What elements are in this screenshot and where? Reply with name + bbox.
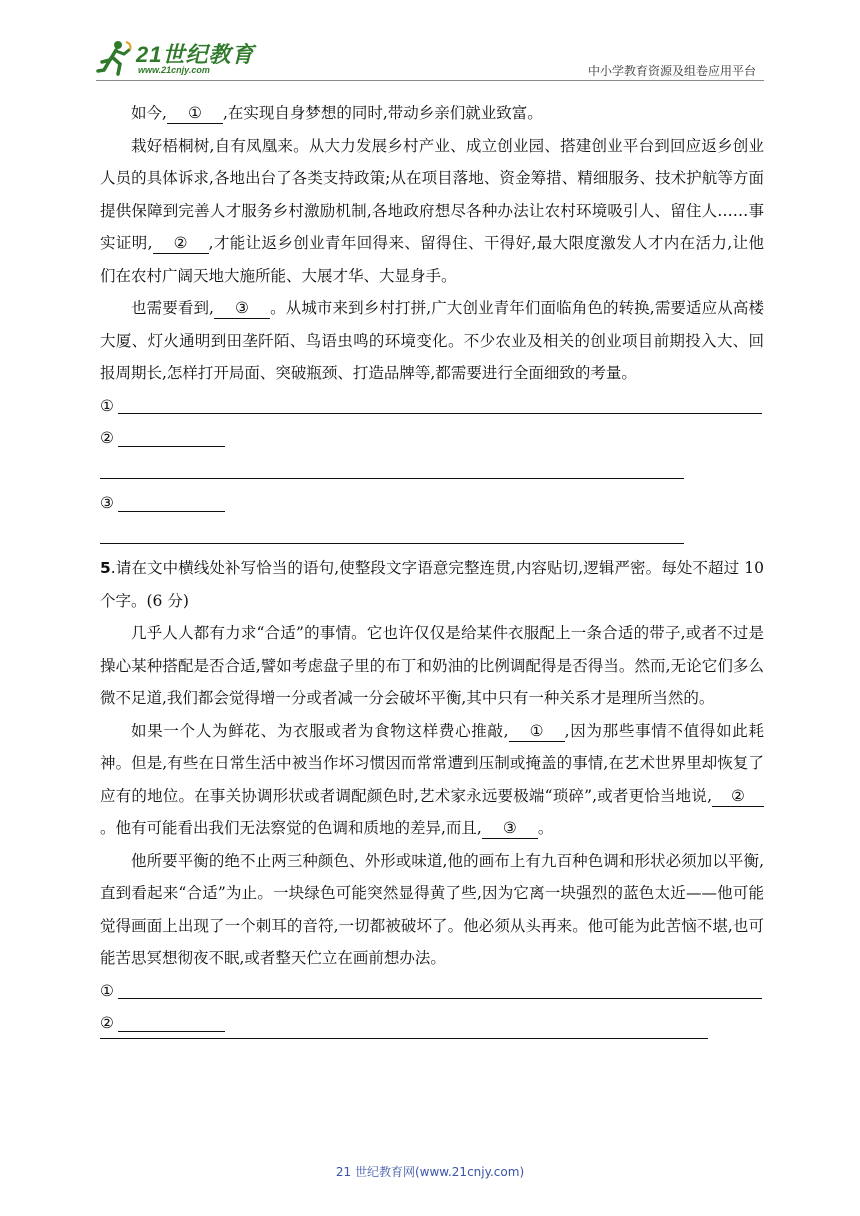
blank-1: ①: [167, 103, 223, 124]
question-number: 5: [100, 559, 111, 577]
platform-title: 中小学教育资源及组卷应用平台: [587, 64, 756, 78]
blank-3: ③: [214, 298, 270, 319]
q5-answer-line-1[interactable]: ①: [100, 975, 764, 1008]
q5-answer-line-2[interactable]: ②: [100, 1007, 764, 1040]
page-footer: 21 世纪教育网(www.21cnjy.com): [335, 1165, 525, 1179]
question5-paragraph-2: 如果一个人为鲜花、为衣服或者为食物这样费心推敲, ① ,因为那些事情不值得如此耗神。但是,有些在日常生活中被当作坏习惯因而常常遭到压制或掩盖的事情,在艺术世界里却恢复了应有的地位。在事关协调形状或者调配颜色时,艺术家永远要极端“琐碎”,或者更恰当地说, ②。他有可能看出我们无法察觉的色调和质地的差异,而且, ③ 。: [100, 721, 764, 837]
q5-blank-2: ②: [712, 786, 764, 807]
blank-2: ②: [153, 233, 209, 254]
passage4-paragraph-3: 也需要看到, ③ 。从城市来到乡村打拼,广大创业青年们面临角色的转换,需要适应从高楼大厦、灯火通明到田垄阡陌、鸟语虫鸣的环境变化。不少农业及相关的创业项目前期投入大、回报周期长,怎样打开局面、突破瓶颈、打造品牌等,都需要进行全面细致的考量。: [100, 299, 764, 382]
header-divider: [96, 80, 764, 81]
question-5-stem: 5.请在文中横线处补写恰当的语句,使整段文字语意完整连贯,内容贴切,逻辑严密。每处不超过 10 个字。(6 分): [100, 559, 764, 610]
answer-line-2[interactable]: ②: [100, 422, 764, 455]
answer-line-3[interactable]: ③: [100, 487, 764, 520]
passage4-paragraph-2: 栽好梧桐树,自有凤凰来。从大力发展乡村产业、成立创业园、搭建创业平台到回应返乡创业人员的具体诉求,各地出台了各类支持政策;从在项目落地、资金筹措、精细服务、技术护航等方面提供保障到完善人才服务乡村激励机制,各地政府想尽各种办法让农村环境吸引人、留住人……事实证明, ② ,才能让返乡创业青年回得来、留得住、干得好,最大限度激发人才内在活力,让他们在农村广阔天地大施所能、大展才华、大显身手。: [100, 136, 764, 285]
runner-logo-icon: [96, 38, 136, 78]
document-body: [100, 97, 764, 1039]
answer-line-3-continued[interactable]: [100, 520, 764, 553]
logo-url: www.21cnjy.com: [138, 65, 210, 75]
q5-blank-1: ①: [509, 721, 565, 742]
passage4-paragraph-1: 如今, ① ,在实现自身梦想的同时,带动乡亲们就业致富。: [131, 104, 543, 122]
site-logo: [96, 38, 266, 78]
answer-line-2-continued[interactable]: [100, 455, 764, 488]
answer-line-1[interactable]: ①: [100, 390, 764, 423]
logo-text: 21世纪教育: [136, 42, 255, 67]
question5-paragraph-3: 他所要平衡的绝不止两三种颜色、外形或味道,他的画布上有九百种色调和形状必须加以平衡,直到看起来“合适”为止。一块绿色可能突然显得黄了些,因为它离一块强烈的蓝色太近——他可能觉得画面上出现了一个刺耳的音符,一切都被破坏了。他必须从头再来。他可能为此苦恼不堪,也可能苦思冥想彻夜不眠,或者整天伫立在画前想办法。: [100, 851, 764, 967]
page-header: [0, 0, 860, 90]
q5-blank-3: ③: [482, 818, 538, 839]
question5-paragraph-1: 几乎人人都有力求“合适”的事情。它也许仅仅是给某件衣服配上一条合适的带子,或者不过是操心某种搭配是否合适,譬如考虑盘子里的布丁和奶油的比例调配得是否得当。然而,无论它们多么微不足道,我们都会觉得增一分或者减一分会破坏平衡,其中只有一种关系才是理所当然的。: [100, 624, 764, 707]
